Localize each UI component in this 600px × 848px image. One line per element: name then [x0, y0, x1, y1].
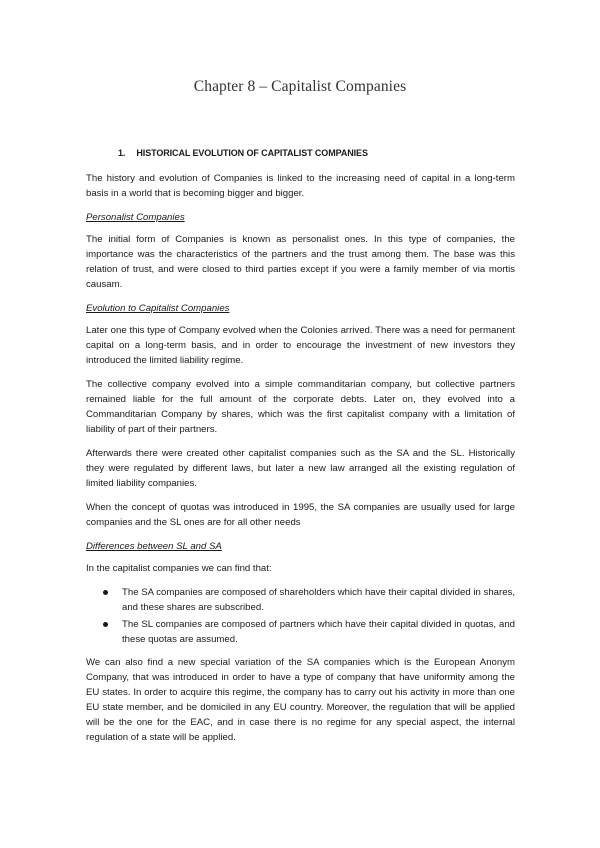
evolution-paragraph-2: The collective company evolved into a simple commanditarian company, but collective partners remained liable for the full amount of the corporate debts. Later on, they evolved into a Commanditarian Company by shares, which was the first capitalist company with a limitation of liability of part of their partners.	[86, 379, 515, 435]
section-heading-text: HISTORICAL EVOLUTION OF CAPITALIST COMPANIES	[136, 148, 368, 158]
differences-intro: In the capitalist companies we can find that:	[86, 563, 272, 574]
list-item	[86, 617, 515, 647]
intro-paragraph: The history and evolution of Companies is linked to the increasing need of capital in a long-term basis in a world that is becoming bigger and bigger.	[86, 173, 515, 199]
evolution-paragraph-4: When the concept of quotas was introduced in 1995, the SA companies are usually used for large companies and the SL ones are for all other needs	[86, 502, 515, 528]
page-title: Chapter 8 – Capitalist Companies	[193, 78, 407, 95]
differences-list	[86, 585, 515, 647]
list-item	[86, 585, 515, 615]
differences-heading: Differences between SL and SA	[86, 541, 222, 552]
evolution-paragraph-1: Later one this type of Company evolved when the Colonies arrived. There was a need for permanent capital on a long-term basis, and in order to encourage the investment of new investors they introduced the limited liability regime.	[86, 325, 515, 366]
personalist-heading: Personalist Companies	[86, 212, 185, 223]
bullet-icon	[103, 622, 108, 627]
evolution-paragraph-3: Afterwards there were created other capitalist companies such as the SA and the SL. Historically they were regulated by different laws, but later a new law arranged all the existing regulation of limited liability companies.	[86, 448, 515, 489]
section-heading	[86, 146, 515, 161]
closing-paragraph: We can also find a new special variation of the SA companies which is the European Anonym Company, that was introduced in order to have a type of company that have uniformity among the EU states. In order to acquire this regime, the company has to carry out his activity in more than one EU state member, and be domiciled in any EU country. Moreover, the regulation that will be applied will be the one for the EAC, and in case there is no regime for any special aspect, the internal regulation of a state will be applied.	[86, 657, 515, 743]
document-body	[86, 146, 515, 754]
list-item-text: The SA companies are composed of shareholders which have their capital divided in shares, and these shares are subscribed.	[122, 587, 515, 613]
personalist-paragraph: The initial form of Companies is known as personalist ones. In this type of companies, the importance was the characteristics of the partners and the trust among them. The base was this relation of trust, and were closed to third parties except if you were a family member of via mortis causam.	[86, 234, 515, 290]
bullet-icon	[103, 590, 108, 595]
evolution-heading: Evolution to Capitalist Companies	[86, 303, 230, 314]
section-number: 1.	[118, 148, 126, 158]
list-item-text: The SL companies are composed of partners which have their capital divided in quotas, and these quotas are assumed.	[122, 619, 515, 645]
